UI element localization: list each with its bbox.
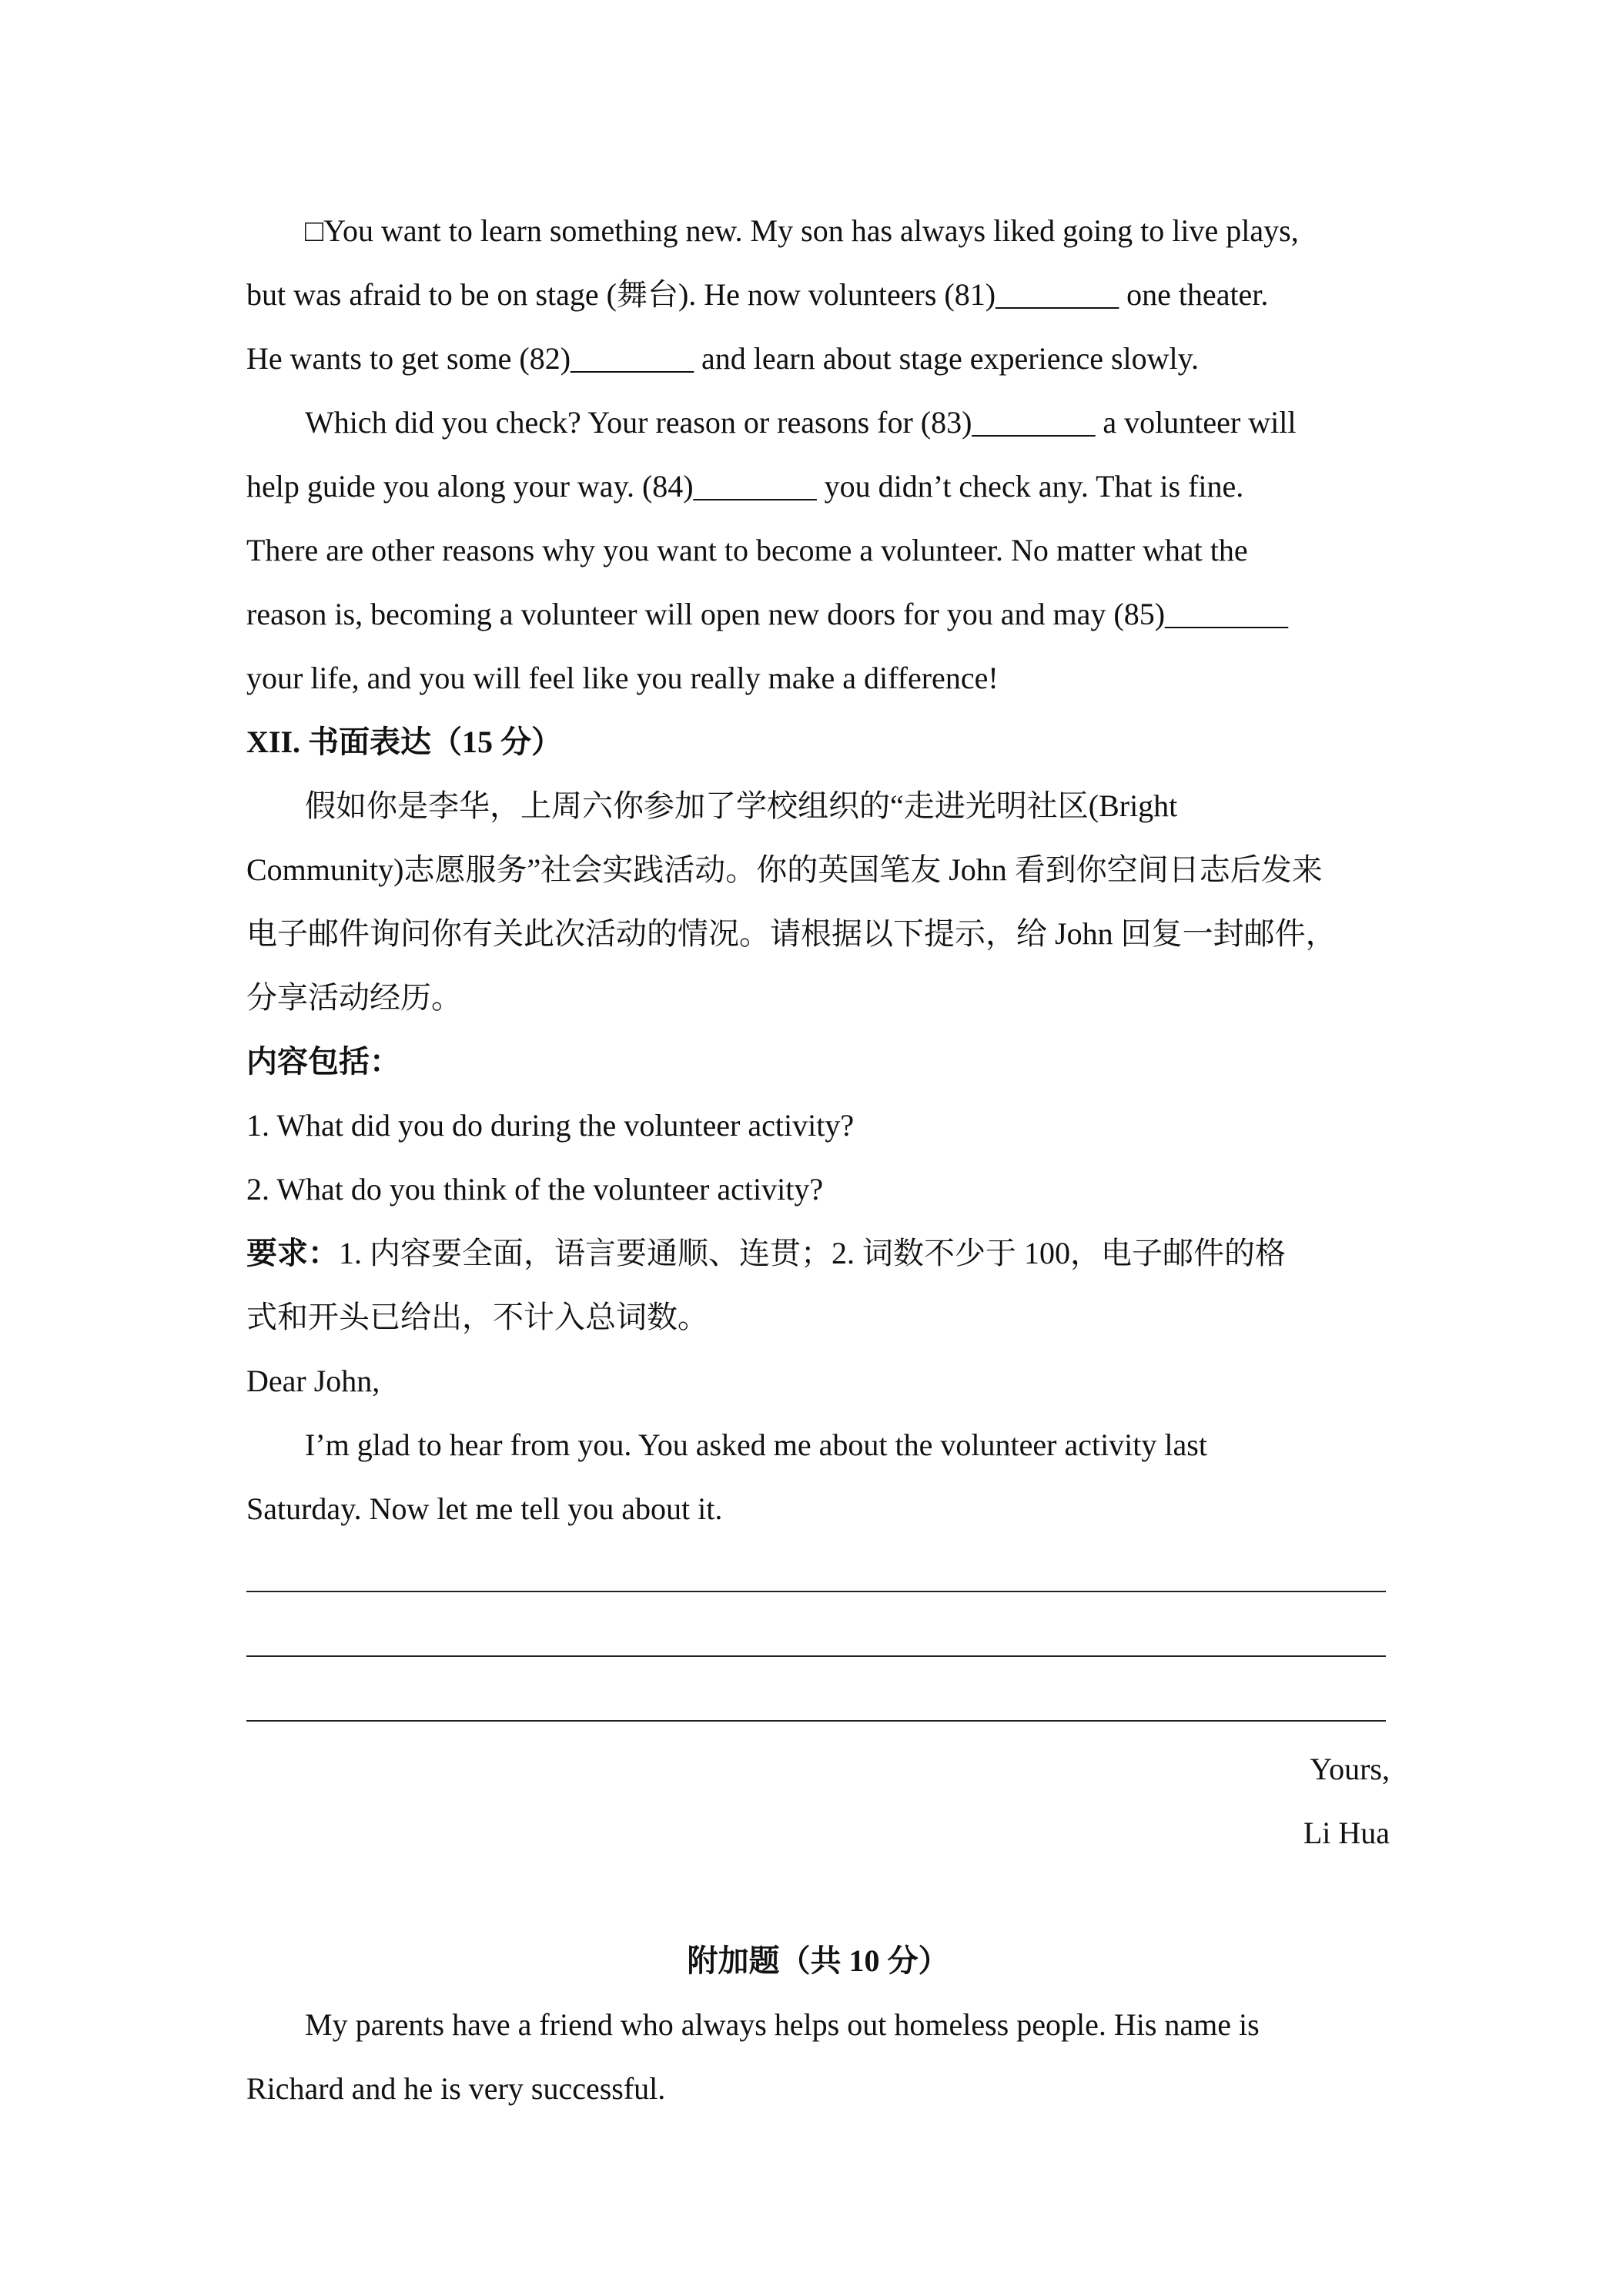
requirements-line-1 [246, 1233, 1286, 1274]
passage-line-4: Which did you check? Your reason or reasons for (83)________ a volunteer will [305, 405, 1297, 440]
passage-line-8: your life, and you will feel like you really make a difference! [246, 661, 999, 695]
passage-line-5: help guide you along your way. (84)________ you didn’t check any. That is fine. [246, 469, 1244, 504]
writing-prompt-line-4: 分享活动经历。 [246, 980, 462, 1015]
bonus-heading: 附加题（共 10 分） [687, 1943, 949, 1978]
answer-line[interactable] [246, 1720, 1386, 1722]
content-label: 内容包括： [246, 1044, 400, 1079]
requirements-line-2: 式和开头已给出，不计入总词数。 [246, 1300, 708, 1334]
requirements-label: 要求： [246, 1236, 339, 1270]
writing-prompt-line-3: 电子邮件询问你有关此次活动的情况。请根据以下提示，给 John 回复一封邮件， [246, 916, 1337, 951]
passage-line-7: reason is, becoming a volunteer will open new doors for you and may (85)________ [246, 597, 1289, 631]
letter-body-line-2: Saturday. Now let me tell you about it. [246, 1491, 723, 1526]
letter-closing: Yours, [1310, 1752, 1390, 1786]
writing-prompt-line-2: Community)志愿服务”社会实践活动。你的英国笔友 John 看到你空间日志后发来 [246, 852, 1323, 887]
writing-heading: XII. 书面表达（15 分） [246, 725, 563, 759]
passage-line-6: There are other reasons why you want to become a volunteer. No matter what the [246, 533, 1248, 567]
question-2: 2. What do you think of the volunteer activity? [246, 1172, 824, 1207]
question-1: 1. What did you do during the volunteer activity? [246, 1108, 855, 1143]
requirements-text-1: 1. 内容要全面，语言要通顺、连贯；2. 词数不少于 100，电子邮件的格 [339, 1236, 1286, 1270]
answer-line[interactable] [246, 1591, 1386, 1592]
passage-line-1: □You want to learn something new. My son has always liked going to live plays, [305, 213, 1299, 248]
answer-line[interactable] [246, 1655, 1386, 1657]
passage-line-3: He wants to get some (82)________ and learn about stage experience slowly. [246, 341, 1200, 376]
bonus-line-1: My parents have a friend who always helps out homeless people. His name is [305, 2007, 1260, 2042]
letter-salutation: Dear John, [246, 1364, 380, 1398]
letter-signature: Li Hua [1303, 1816, 1390, 1850]
writing-prompt-line-1: 假如你是李华，上周六你参加了学校组织的“走进光明社区(Bright [305, 788, 1178, 823]
letter-body-line-1: I’m glad to hear from you. You asked me about the volunteer activity last [305, 1427, 1207, 1462]
bonus-line-2: Richard and he is very successful. [246, 2071, 666, 2106]
passage-line-2: but was afraid to be on stage (舞台). He now volunteers (81)________ one theater. [246, 277, 1269, 312]
